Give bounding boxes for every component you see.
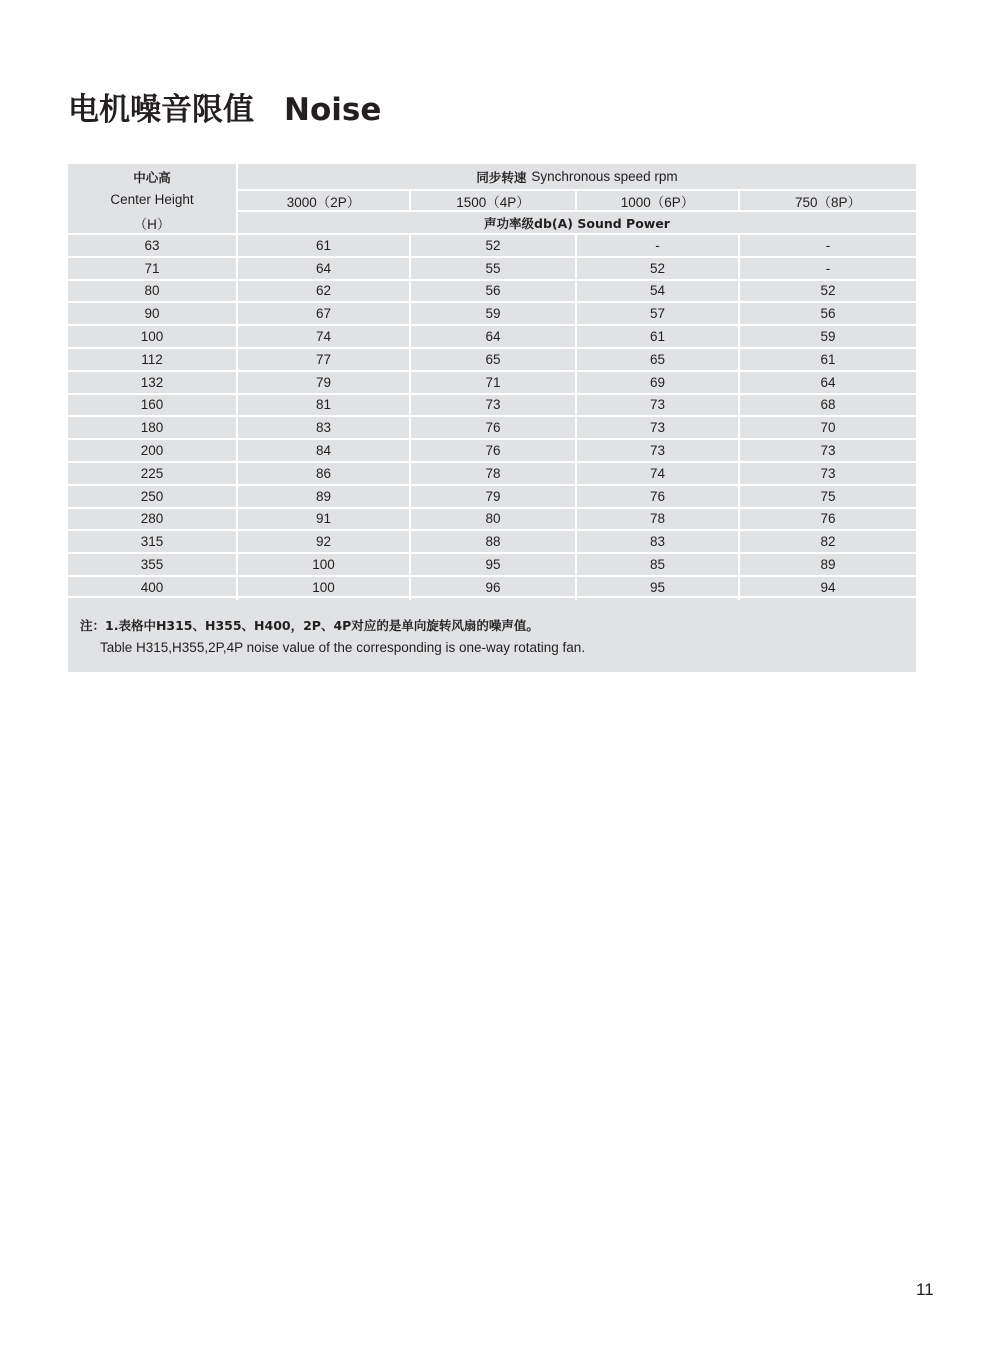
table-cell-value: 65 (485, 351, 501, 367)
table-cell-value: 61 (315, 237, 332, 253)
table-cell-value: 95 (485, 557, 501, 573)
table-row-height: 180 (140, 420, 164, 436)
table-cell-value: 76 (485, 420, 501, 436)
table-row-height: 280 (140, 511, 164, 527)
table-cell-value: - (825, 260, 831, 276)
table-cell-value: 88 (485, 534, 501, 550)
table-row-height: 112 (141, 351, 163, 367)
table-cell-value: 69 (649, 374, 666, 390)
page-title (68, 88, 381, 132)
speed-col-divider (575, 191, 577, 210)
table-cell-value: 79 (315, 374, 332, 390)
speed-col-divider (738, 191, 740, 210)
speed-col-2p: 3000（2P） (286, 194, 361, 210)
table-cell-value: 94 (820, 579, 836, 595)
table-cell-value: 73 (820, 465, 836, 481)
title-en: Noise (284, 92, 382, 128)
table-cell-value: 61 (820, 351, 836, 367)
table-row-height: 355 (140, 557, 164, 573)
table-cell-value: - (655, 237, 660, 253)
speed-header-en: Synchronous speed rpm (531, 169, 678, 184)
table-cell-value: 82 (820, 534, 836, 550)
speed-header-divider (238, 189, 916, 191)
table-cell-value: 80 (485, 511, 501, 527)
table-cell-value: 76 (485, 443, 501, 459)
col-divider (575, 235, 577, 600)
table-cell-value: 73 (649, 397, 666, 413)
header-col-divider (236, 164, 238, 233)
table-cell-value: 79 (485, 488, 501, 504)
table-cell-value: 73 (820, 443, 836, 459)
table-row-height: 200 (140, 443, 164, 459)
title-zh: 电机噪音限值 (68, 92, 254, 128)
noise-table-panel (68, 164, 916, 672)
table-cell-value: 73 (649, 443, 666, 459)
table-cell-value: 74 (649, 465, 666, 481)
table-cell-value: 59 (485, 306, 501, 322)
table-cell-value: 62 (315, 283, 332, 299)
table-row-height: 250 (140, 488, 164, 504)
table-cell-value: 54 (649, 283, 666, 299)
speed-header-zh: 同步转速 (476, 169, 527, 185)
table-row-height: 71 (144, 260, 160, 276)
table-cell-value: 89 (820, 557, 836, 573)
speed-col-6p: 1000（6P） (620, 194, 695, 210)
table-cell-value: 70 (820, 420, 836, 436)
table-cell-value: 77 (315, 351, 332, 367)
table-cell-value: 86 (315, 465, 332, 481)
table-cell-value: 52 (649, 260, 666, 276)
speed-col-divider (409, 191, 411, 210)
table-cell-value: 71 (485, 374, 501, 390)
table-row-height: 160 (140, 397, 164, 413)
table-cell-value: 91 (315, 511, 332, 527)
table-row-height: 80 (144, 283, 160, 299)
table-cell-value: 78 (649, 511, 666, 527)
sound-power-header: 声功率级db(A) Sound Power (484, 215, 670, 231)
height-header-zh: 中心高 (133, 169, 171, 185)
table-cell-value: 74 (315, 329, 332, 345)
height-header-unit: （H） (133, 216, 171, 232)
height-header-en: Center Height (110, 192, 194, 207)
table-cell-value: 65 (649, 351, 666, 367)
table-cell-value: 75 (820, 488, 836, 504)
table-row-height: 400 (140, 579, 164, 595)
speed-columns-divider (238, 210, 916, 212)
table-row-height: 132 (140, 374, 164, 390)
table-cell-value: 61 (649, 329, 666, 345)
table-cell-value: 81 (315, 397, 332, 413)
table-cell-value: 89 (315, 488, 332, 504)
table-row-height: 90 (144, 306, 160, 322)
table-cell-value: 56 (485, 283, 501, 299)
table-cell-value: 76 (649, 488, 666, 504)
table-cell-value: 83 (649, 534, 666, 550)
table-cell-value: 68 (820, 397, 836, 413)
table-cell-value: 67 (315, 306, 332, 322)
table-row-height: 225 (140, 465, 164, 481)
speed-header (238, 164, 916, 189)
table-row-height: 315 (140, 534, 164, 550)
table-cell-value: 52 (820, 283, 836, 299)
table-row-height: 100 (140, 329, 164, 345)
noise-table (68, 164, 916, 598)
table-cell-value: 64 (820, 374, 836, 390)
table-cell-value: 78 (485, 465, 501, 481)
table-cell-value: 64 (315, 260, 332, 276)
table-cell-value: 59 (820, 329, 836, 345)
col-divider (409, 235, 411, 600)
table-cell-value: 96 (485, 579, 501, 595)
note-en: Table H315,H355,2P,4P noise value of the corresponding is one-way rotating fan. (100, 640, 586, 655)
col-divider (738, 235, 740, 600)
table-note (68, 600, 916, 672)
speed-col-4p: 1500（4P） (456, 194, 530, 210)
table-cell-value: 52 (485, 237, 501, 253)
table-cell-value: 73 (649, 420, 666, 436)
note-zh: 注：1.表格中H315、H355、H400，2P、4P对应的是单向旋转风扇的噪声值。 (80, 618, 539, 633)
col-divider (236, 235, 238, 600)
table-cell-value: 84 (315, 443, 332, 459)
table-cell-value: 92 (315, 534, 332, 550)
table-cell-value: 100 (312, 579, 335, 595)
table-cell-value: 57 (649, 306, 666, 322)
table-cell-value: 95 (649, 579, 666, 595)
table-cell-value: 100 (312, 557, 335, 573)
table-cell-value: 73 (485, 397, 501, 413)
table-cell-value: 56 (820, 306, 836, 322)
table-cell-value: 55 (485, 260, 501, 276)
page-number: 11 (916, 1280, 934, 1299)
table-cell-value: - (825, 237, 831, 253)
table-cell-value: 85 (649, 557, 666, 573)
table-cell-value: 83 (315, 420, 332, 436)
speed-col-8p: 750（8P） (794, 194, 862, 210)
table-cell-value: 64 (485, 329, 501, 345)
table-cell-value: 76 (820, 511, 836, 527)
table-row-height: 63 (144, 237, 160, 253)
